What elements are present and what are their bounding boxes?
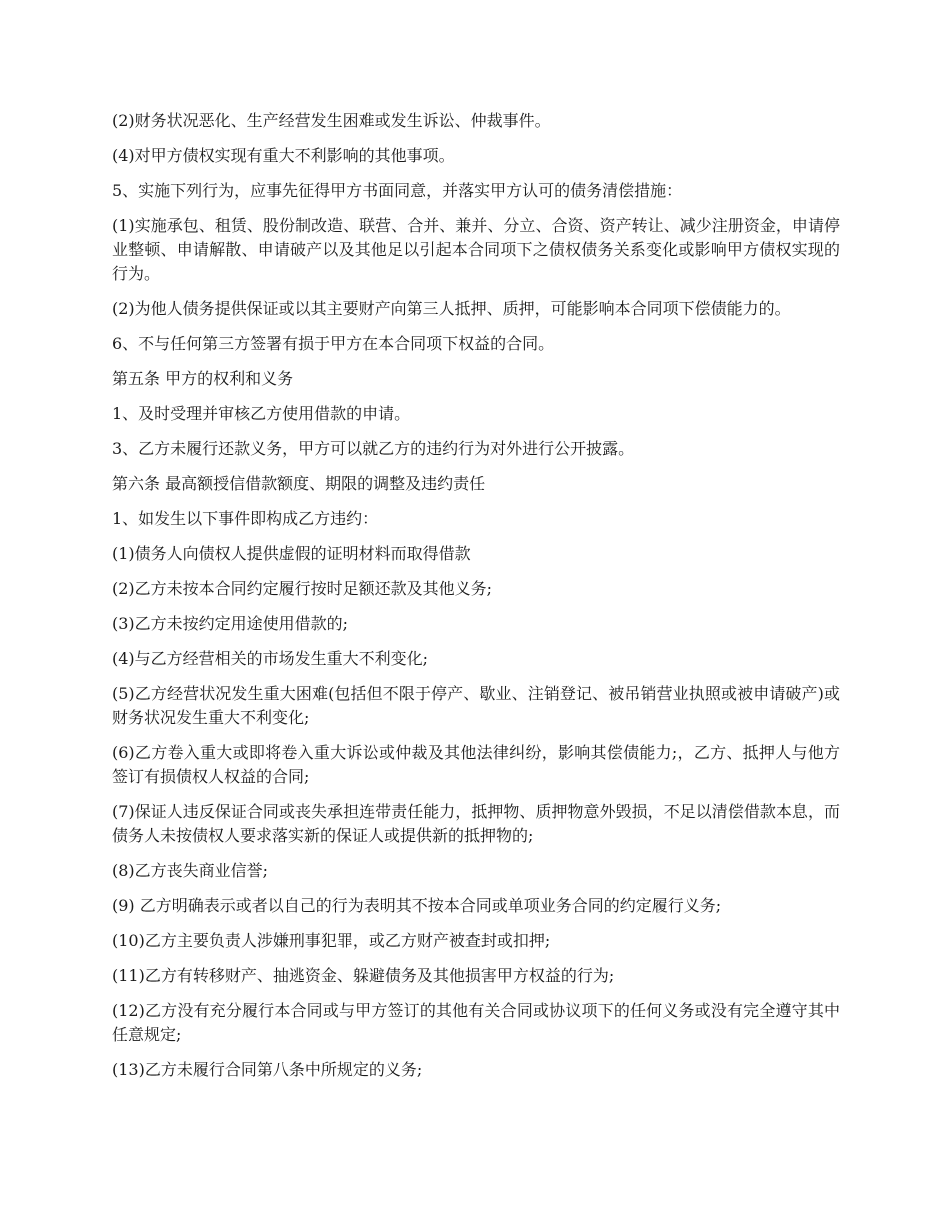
paragraph: (5)乙方经营状况发生重大困难(包括但不限于停产、歇业、注销登记、被吊销营业执照或被申请破产)或财务状况发生重大不利变化; (112, 684, 840, 727)
paragraph: (7)保证人违反保证合同或丧失承担连带责任能力，抵押物、质押物意外毁损，不足以清偿借款本息，而债务人未按债权人要求落实新的保证人或提供新的抵押物的; (112, 802, 840, 845)
section-heading: 第五条 甲方的权利和义务 (112, 369, 294, 388)
paragraph: 1、如发生以下事件即构成乙方违约： (112, 509, 379, 528)
paragraph: (2)财务状况恶化、生产经营发生困难或发生诉讼、仲裁事件。 (112, 111, 551, 130)
paragraph: (4)与乙方经营相关的市场发生重大不利变化; (112, 649, 429, 668)
paragraph: (2)为他人债务提供保证或以其主要财产向第三人抵押、质押，可能影响本合同项下偿债能力的。 (112, 299, 791, 318)
paragraph: 6、不与任何第三方签署有损于甲方在本合同项下权益的合同。 (112, 334, 555, 353)
paragraph: (3)乙方未按约定用途使用借款的; (112, 614, 349, 633)
paragraph: 5、实施下列行为，应事先征得甲方书面同意，并落实甲方认可的债务清偿措施： (112, 181, 683, 200)
paragraph: (9) 乙方明确表示或者以自己的行为表明其不按本合同或单项业务合同的约定履行义务; (112, 896, 722, 915)
paragraph: (13)乙方未履行合同第八条中所规定的义务; (112, 1060, 423, 1079)
paragraph: (6)乙方卷入重大或即将卷入重大诉讼或仲裁及其他法律纠纷，影响其偿债能力;，乙方、抵押人与他方签订有损债权人权益的合同; (112, 743, 840, 786)
paragraph: (10)乙方主要负责人涉嫌刑事犯罪，或乙方财产被查封或扣押; (112, 931, 551, 950)
paragraph: 3、乙方未履行还款义务，甲方可以就乙方的违约行为对外进行公开披露。 (112, 439, 635, 458)
paragraph: (8)乙方丧失商业信誉; (112, 861, 269, 880)
paragraph: (4)对甲方债权实现有重大不利影响的其他事项。 (112, 146, 455, 165)
paragraph: 1、及时受理并审核乙方使用借款的申请。 (112, 404, 411, 423)
paragraph: (1)债务人向债权人提供虚假的证明材料而取得借款 (112, 544, 471, 563)
paragraph: (12)乙方没有充分履行本合同或与甲方签订的其他有关合同或协议项下的任何义务或没有完全遵守其中任意规定; (112, 1001, 840, 1044)
paragraph: (1)实施承包、租赁、股份制改造、联营、合并、兼并、分立、合资、资产转让、减少注册资金，申请停业整顿、申请解散、申请破产以及其他足以引起本合同项下之债权债务关系变化或影响甲方债权实现的行为。 (112, 216, 840, 283)
section-heading: 第六条 最高额授信借款额度、期限的调整及违约责任 (112, 474, 486, 493)
paragraph: (2)乙方未按本合同约定履行按时足额还款及其他义务; (112, 579, 493, 598)
paragraph: (11)乙方有转移财产、抽逃资金、躲避债务及其他损害甲方权益的行为; (112, 966, 615, 985)
document-body (112, 109, 840, 1093)
